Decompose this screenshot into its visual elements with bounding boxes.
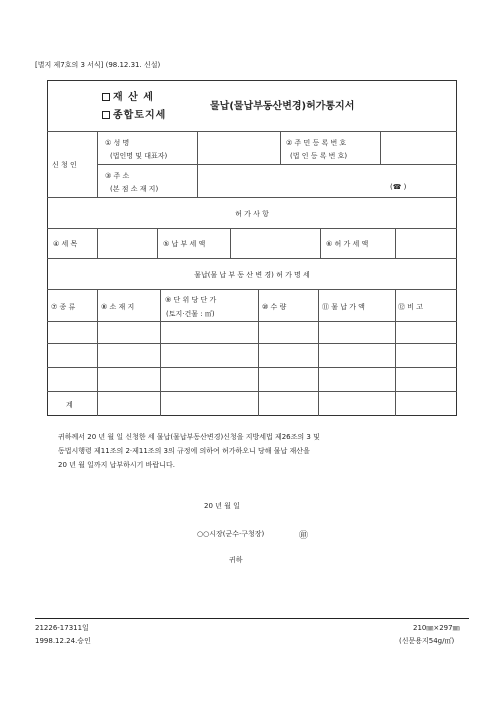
col-header-remarks: ⑫ 비 고 [398, 303, 423, 311]
applicant-section-label: 신 청 인 [52, 161, 77, 169]
paper-size: 210㎜×297㎜ [413, 624, 460, 632]
issue-date: 20 년 월 일 [204, 502, 240, 510]
col-header-type: ⑦ 종 류 [51, 303, 76, 311]
name-sublabel: (법인명 및 대표자) [110, 152, 168, 160]
tax-type-land[interactable]: 종합토지세 [102, 106, 166, 121]
payable-tax-field[interactable] [233, 232, 318, 254]
rrn-sublabel: (법 인 등 록 번 호) [290, 152, 348, 160]
col-header-payment-value: ⑪ 물 납 가 액 [322, 303, 365, 311]
notice-body: 귀하께서 20 년 월 일 신청한 세 물납(물납부동산변경)신청을 지방세법 제26조의 3 및 동법시행령 제11조의 2·제11조의 3의 규정에 의하여 허가하오니 당해 물납 재산을 20 년 월 일까지 납부하시기 바랍니다. [58, 433, 320, 469]
permit-tax-label: ⑥ 허 가 세 액 [326, 240, 369, 248]
address-field[interactable] [200, 170, 380, 192]
approval-date: 1998.12.24.승인 [35, 637, 91, 645]
address-label: ③ 주 소 [105, 172, 130, 180]
permit-tax-field[interactable] [398, 232, 454, 254]
col-header-location: ⑧ 소 재 지 [101, 303, 135, 311]
tax-item-label: ④ 세 목 [53, 240, 78, 248]
name-field[interactable] [200, 140, 278, 160]
seal-icon: ㊞ [299, 531, 309, 541]
form-number: 21226-17311일 [35, 624, 89, 632]
checkbox-icon [102, 111, 110, 119]
permit-section-title: 허 가 사 항 [235, 210, 269, 218]
col-header-quantity: ⑩ 수 량 [262, 303, 287, 311]
tax-type-property[interactable]: 재 산 세 [102, 88, 154, 103]
checkbox-icon [102, 93, 110, 101]
issuer-name: ○○시장(군수·구청장) [197, 530, 265, 538]
recipient-suffix: 귀하 [229, 556, 243, 564]
detail-section-title: 물납(물 납 부 동 산 변 경) 허 가 명 세 [194, 271, 310, 279]
paper-type: (신문용지54g/㎡) [399, 637, 455, 645]
phone-field[interactable]: (☎ ) [390, 183, 407, 191]
name-label: ① 성 명 [105, 139, 130, 147]
col-header-unit-price-sub: (토지·건물 : ㎡) [166, 310, 215, 318]
col-header-unit-price: ⑨ 단 위 당 단 가 [165, 296, 217, 304]
total-row-label: 계 [66, 401, 73, 409]
tax-item-field[interactable] [100, 232, 155, 254]
payable-tax-label: ⑤ 납 부 세 액 [163, 240, 206, 248]
document-title: 물납(물납부동산변경)허가통지서 [210, 101, 355, 112]
rrn-label: ② 주 민 등 록 번 호 [286, 139, 347, 147]
address-sublabel: (본 점 소 재 지) [110, 185, 159, 193]
form-header-note: [별지 제7호의 3 서식] (98.12.31. 신설) [35, 61, 161, 69]
rrn-field[interactable] [383, 140, 453, 160]
